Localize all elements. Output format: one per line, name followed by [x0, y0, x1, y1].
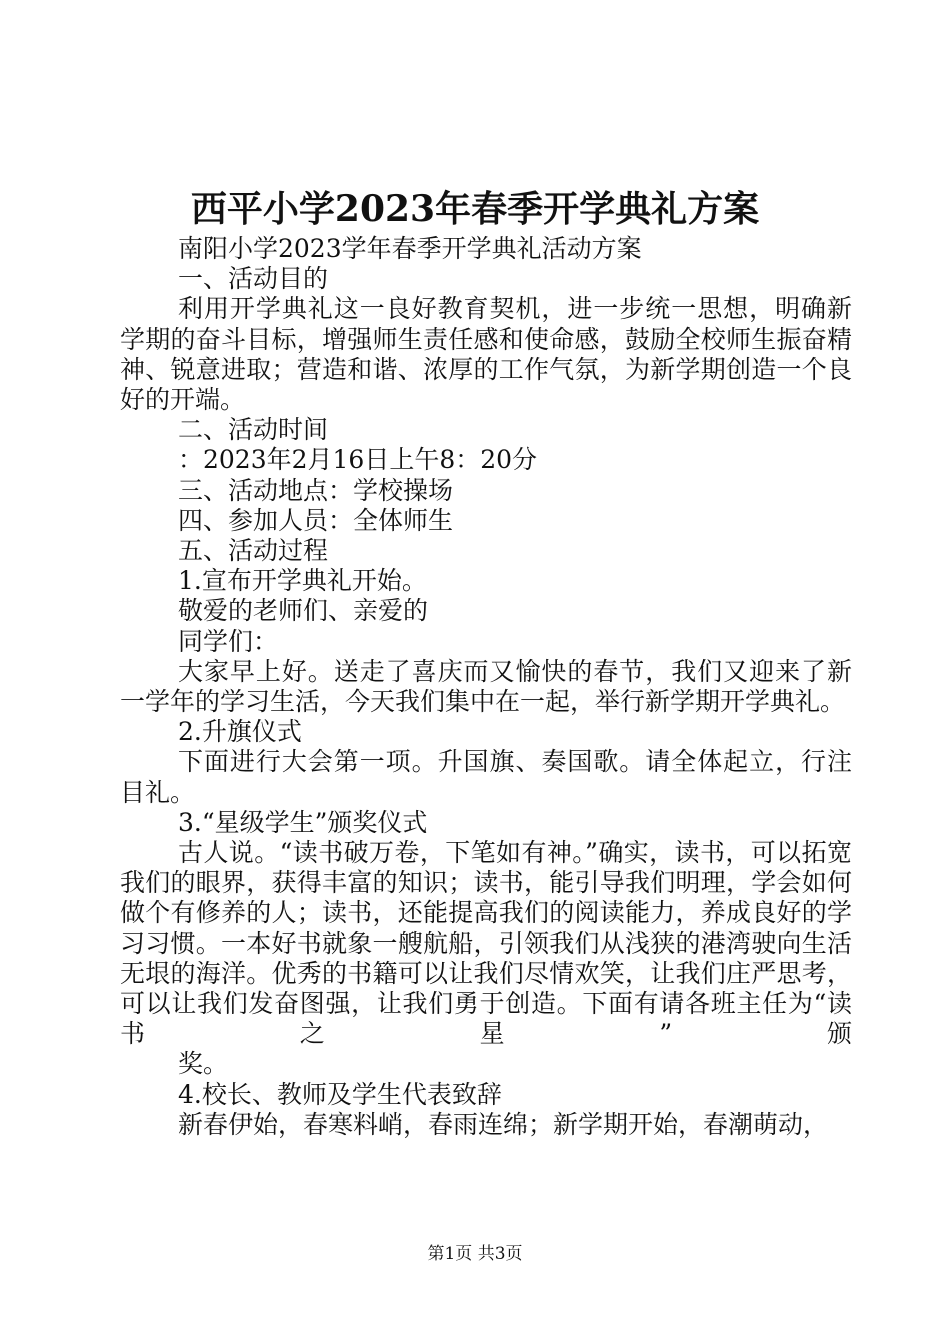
paragraph-award: 奖。 — [178, 1049, 229, 1079]
paragraph-greeting-1: 敬爱的老师们、亲爱的 — [178, 596, 429, 626]
document-title: 西平小学2023年春季开学典礼方案 — [190, 188, 760, 230]
paragraph-time: ：2023年2月16日上午8：20分 — [178, 445, 538, 475]
paragraph-new-spring: 新春伊始，春寒料峭，春雨连绵；新学期开始，春潮萌动， — [178, 1109, 829, 1139]
section-heading-purpose: 一、活动目的 — [178, 264, 329, 294]
paragraph-purpose: 利用开学典礼这一良好教育契机，进一步统一思想，明确新学期的奋斗目标，增强师生责任感和使命感，鼓励全校师生振奋精神、锐意进取；营造和谐、浓厚的工作气氛，为新学期创造一个良好的开端。 — [120, 294, 852, 415]
section-heading-process: 五、活动过程 — [178, 536, 329, 566]
step-1-heading: 1.宣布开学典礼开始。 — [178, 566, 427, 596]
paragraph-flag-ceremony: 下面进行大会第一项。升国旗、奏国歌。请全体起立，行注目礼。 — [120, 747, 852, 807]
step-2-heading: 2.升旗仪式 — [178, 717, 302, 747]
step-3-heading: 3.“星级学生”颁奖仪式 — [178, 807, 428, 837]
section-heading-location: 三、活动地点：学校操场 — [178, 475, 454, 505]
section-heading-participants: 四、参加人员：全体师生 — [178, 505, 454, 535]
page-number: 第1页 共3页 — [427, 1244, 523, 1264]
section-heading-time: 二、活动时间 — [178, 415, 329, 445]
paragraph-subtitle: 南阳小学2023学年春季开学典礼活动方案 — [178, 234, 642, 263]
step-4-heading: 4.校长、教师及学生代表致辞 — [178, 1079, 502, 1109]
paragraph-welcome: 大家早上好。送走了喜庆而又愉快的春节，我们又迎来了新一学年的学习生活，今天我们集中在一起，举行新学期开学典礼。 — [120, 656, 852, 717]
paragraph-greeting-2: 同学们： — [178, 626, 279, 656]
paragraph-reading: 古人说。“读书破万卷，下笔如有神。”确实，读书，可以拓宽我们的眼界，获得丰富的知识；读书，能引导我们明理，学会如何做个有修养的人；读书，还能提高我们的阅读能力，养成良好的学习习惯。一本好书就象一艘航船，引领我们从浅狭的港湾驶向生活无垠的海洋。优秀的书籍可以让我们尽情欢笑，让我们庄严思考，可以让我们发奋图强，让我们勇于创造。下面有请各班主任为“读书之星”颁 — [120, 838, 852, 1049]
document-body — [120, 234, 852, 1140]
